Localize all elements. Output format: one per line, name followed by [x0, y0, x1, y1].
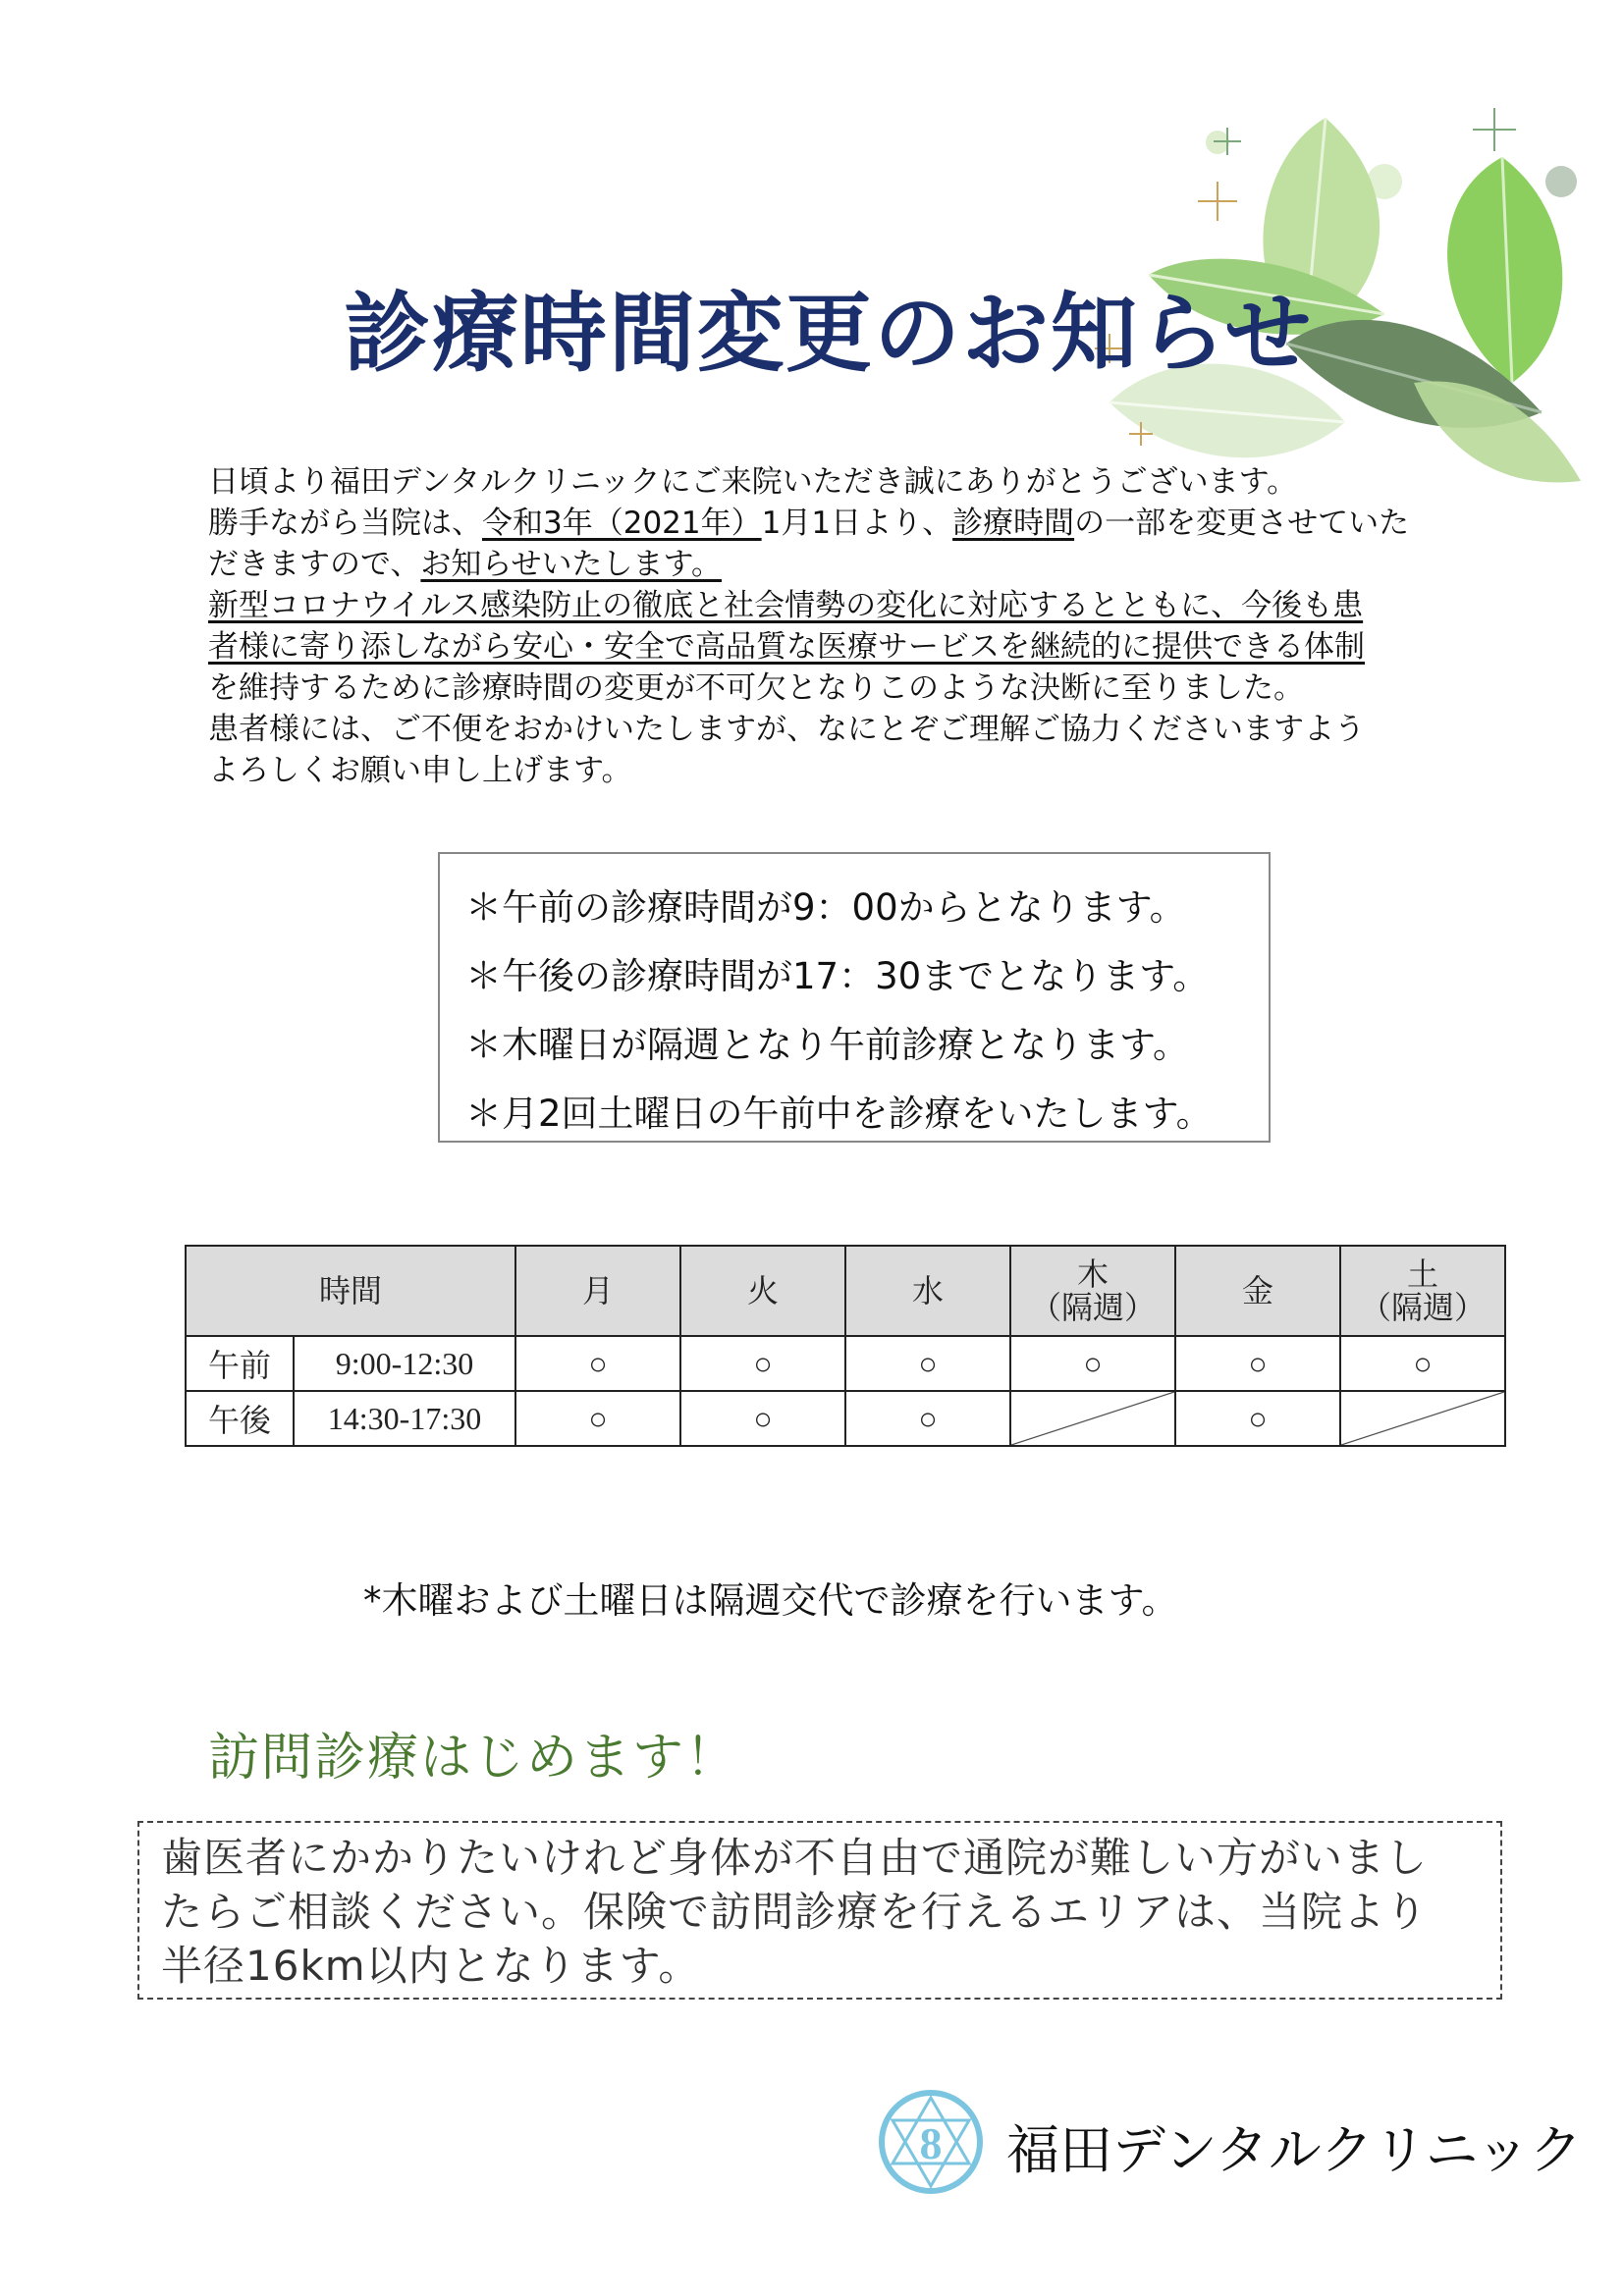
intro-line: 患者様には、ご不便をおかけいたしますが、なにとぞご理解ご協力くださいますよう: [208, 712, 1365, 747]
table-row: [186, 1391, 1505, 1446]
notice-item: ＊午前の診療時間が9：00からとなります。: [465, 886, 1186, 929]
row-time: 14:30-17:30: [294, 1391, 515, 1446]
header-day: 水: [845, 1246, 1010, 1336]
logo-text: 8: [919, 2118, 943, 2168]
row-label: 午後: [186, 1391, 294, 1446]
table-cell: ○: [1010, 1336, 1175, 1391]
notice-box: [438, 852, 1271, 1143]
table-cell: ○: [515, 1336, 680, 1391]
table-cell: ○: [1340, 1336, 1505, 1391]
header-day: 火: [680, 1246, 845, 1336]
row-label: 午前: [186, 1336, 294, 1391]
notice-item: ＊午後の診療時間が17：30までとなります。: [465, 955, 1210, 997]
table-cell: ○: [515, 1391, 680, 1446]
visit-line: 歯医者にかかりたいけれど身体が不自由で通院が難しい方がいまし: [161, 1834, 1429, 1882]
visit-box: [137, 1821, 1502, 2000]
page-title: 診療時間変更のお知らせ: [344, 283, 1314, 384]
table-header-row: [186, 1246, 1505, 1336]
header-day: 木 （隔週）: [1010, 1246, 1175, 1336]
table-cell-closed: [1010, 1391, 1175, 1446]
intro-line: 新型コロナウイルス感染防止の徹底と社会情勢の変化に対応するとともに、今後も患: [208, 588, 1364, 623]
table-cell-closed: [1340, 1391, 1505, 1446]
schedule-table: [185, 1245, 1506, 1447]
clinic-name: 福田デンタルクリニック: [1006, 2119, 1583, 2181]
intro-line: 勝手ながら当院は、令和3年（2021年）1月1日より、診療時間の一部を変更させていた: [208, 506, 1410, 541]
footnote: *木曜および土曜日は隔週交代で診療を行います。: [363, 1579, 1178, 1622]
table-cell: ○: [1175, 1391, 1340, 1446]
table-cell: ○: [680, 1336, 845, 1391]
row-time: 9:00-12:30: [294, 1336, 515, 1391]
table-cell: ○: [680, 1391, 845, 1446]
clinic-logo-icon: [877, 2088, 985, 2196]
intro-line: 日頃より福田デンタルクリニックにご来院いただき誠にありがとうございます。: [208, 464, 1298, 500]
intro-text: [208, 461, 1494, 791]
intro-line: だきますので、お知らせいたします。: [208, 547, 722, 582]
table-cell: ○: [845, 1391, 1010, 1446]
visit-heading: 訪問診療はじめます！: [208, 1729, 739, 1788]
header-time: 時間: [186, 1246, 515, 1336]
intro-line: 者様に寄り添しながら安心・安全で高品質な医療サービスを継続的に提供できる体制: [208, 629, 1365, 665]
visit-line: たらご相談ください。保険で訪問診療を行えるエリアは、当院より: [161, 1888, 1429, 1936]
header-day: 土 （隔週）: [1340, 1246, 1505, 1336]
intro-line: を維持するために診療時間の変更が不可欠となりこのような決断に至りました。: [208, 670, 1304, 706]
header-day: 金: [1175, 1246, 1340, 1336]
table-cell: ○: [1175, 1336, 1340, 1391]
intro-line: よろしくお願い申し上げます。: [208, 753, 632, 788]
notice-item: ＊月2回土曜日の午前中を診療をいたします。: [465, 1093, 1213, 1135]
notice-item: ＊木曜日が隔週となり午前診療となります。: [465, 1024, 1190, 1066]
visit-line: 半径16km以内となります。: [161, 1942, 701, 1990]
header-day: 月: [515, 1246, 680, 1336]
table-cell: ○: [845, 1336, 1010, 1391]
table-row: [186, 1336, 1505, 1391]
